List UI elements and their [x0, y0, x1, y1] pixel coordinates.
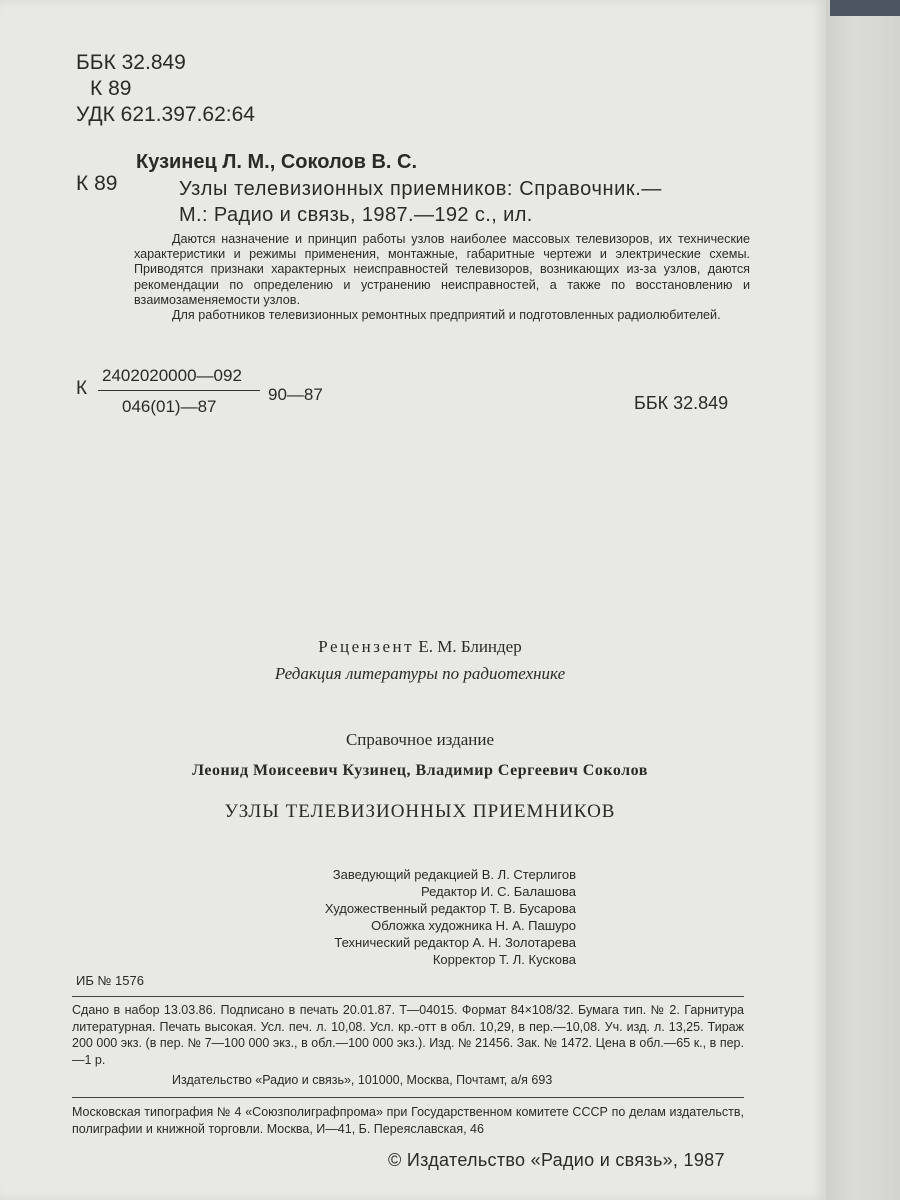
book-cover-edge — [826, 0, 900, 1200]
catalog-publication: М.: Радио и связь, 1987.—192 с., ил. — [179, 204, 533, 226]
catalog-k-code: К 89 — [76, 172, 118, 195]
staff-line: Редактор И. С. Балашова — [421, 884, 576, 899]
publisher-address: Издательство «Радио и связь», 101000, Москва, Почтамт, а/я 693 — [172, 1073, 553, 1087]
annotation — [134, 232, 750, 323]
ib-number: ИБ № 1576 — [76, 973, 144, 988]
cover-top-strip — [830, 0, 900, 16]
staff-line: Художественный редактор Т. В. Бусарова — [324, 901, 576, 916]
classification-block — [76, 50, 255, 128]
bbk-code: ББК 32.849 — [76, 51, 186, 74]
catalog-authors: Кузинец Л. М., Соколов В. С. — [136, 151, 418, 173]
reviewer-label: Рецензент — [318, 637, 415, 656]
print-imprint: Сдано в набор 13.03.86. Подписано в печать 20.01.87. Т—04015. Формат 84×108/32. Бумага тип. № 2. Гарнитура литературная. Печать высокая. Усл. печ. л. 10,08. Усл. кр.-отт в обл. 10,29, в пер.—10,08. Уч. изд. л. 13,25. Тираж 200 000 экз. (в пер. № 7—100 000 экз., в обл.—100 000 экз.). Изд. № 21456. Зак. № 1472. Цена в обл.—65 к., в пер.—1 р. — [72, 1003, 744, 1067]
copyright-notice: © Издательство «Радио и связь», 1987 — [388, 1150, 725, 1170]
isbn-numerator: 2402020000—092 — [102, 366, 242, 385]
book-title: УЗЛЫ ТЕЛЕВИЗИОННЫХ ПРИЕМНИКОВ — [224, 801, 616, 822]
annotation-paragraph: Для работников телевизионных ремонтных предприятий и подготовленных радиолюбителей. — [172, 308, 721, 323]
k-code: К 89 — [90, 77, 132, 100]
edition-type: Справочное издание — [345, 730, 495, 749]
staff-line: Обложка художника Н. А. Пашуро — [371, 918, 576, 933]
annotation-paragraph: Даются назначение и принцип работы узлов наиболее массовых телевизоров, их технические характеристики и режимы применения, монтажные, габаритные чертежи и электрические схемы. Приводятся признаки характерных неисправностей телевизоров, возникающих из-за узлов, даются рекомендации по определению и устранению неисправностей, а также по восстановлению и взаимозаменяемости узлов. — [134, 232, 750, 307]
reviewer-line — [0, 637, 840, 657]
udk-code: УДК 621.397.62:64 — [76, 103, 255, 126]
fraction-line — [98, 390, 260, 391]
redaction-line: Редакция литературы по радиотехнике — [274, 664, 566, 683]
staff-line: Корректор Т. Л. Кускова — [432, 952, 576, 967]
divider — [72, 1097, 744, 1098]
isbn-denominator: 046(01)—87 — [122, 397, 217, 416]
staff-line: Технический редактор А. Н. Золотарева — [334, 935, 576, 950]
staff-line: Заведующий редакцией В. Л. Стерлигов — [332, 867, 576, 882]
printing-house: Московская типография № 4 «Союзполиграфпрома» при Государственном комитете СССР по делам издательств, полиграфии и книжной торговли. Москва, И—41, Б. Переяславская, 46 — [72, 1105, 744, 1136]
full-author-names: Леонид Моисеевич Кузинец, Владимир Сергеевич Соколов — [192, 762, 648, 779]
reviewer-name: Е. М. Блиндер — [418, 637, 522, 656]
isbn-year-code: 90—87 — [268, 385, 323, 404]
divider — [72, 996, 744, 997]
catalog-title: Узлы телевизионных приемников: Справочник.— — [179, 178, 662, 200]
editorial-staff — [236, 866, 576, 968]
isbn-k-letter: К — [76, 378, 88, 399]
bbk-code-right: ББК 32.849 — [634, 393, 729, 413]
